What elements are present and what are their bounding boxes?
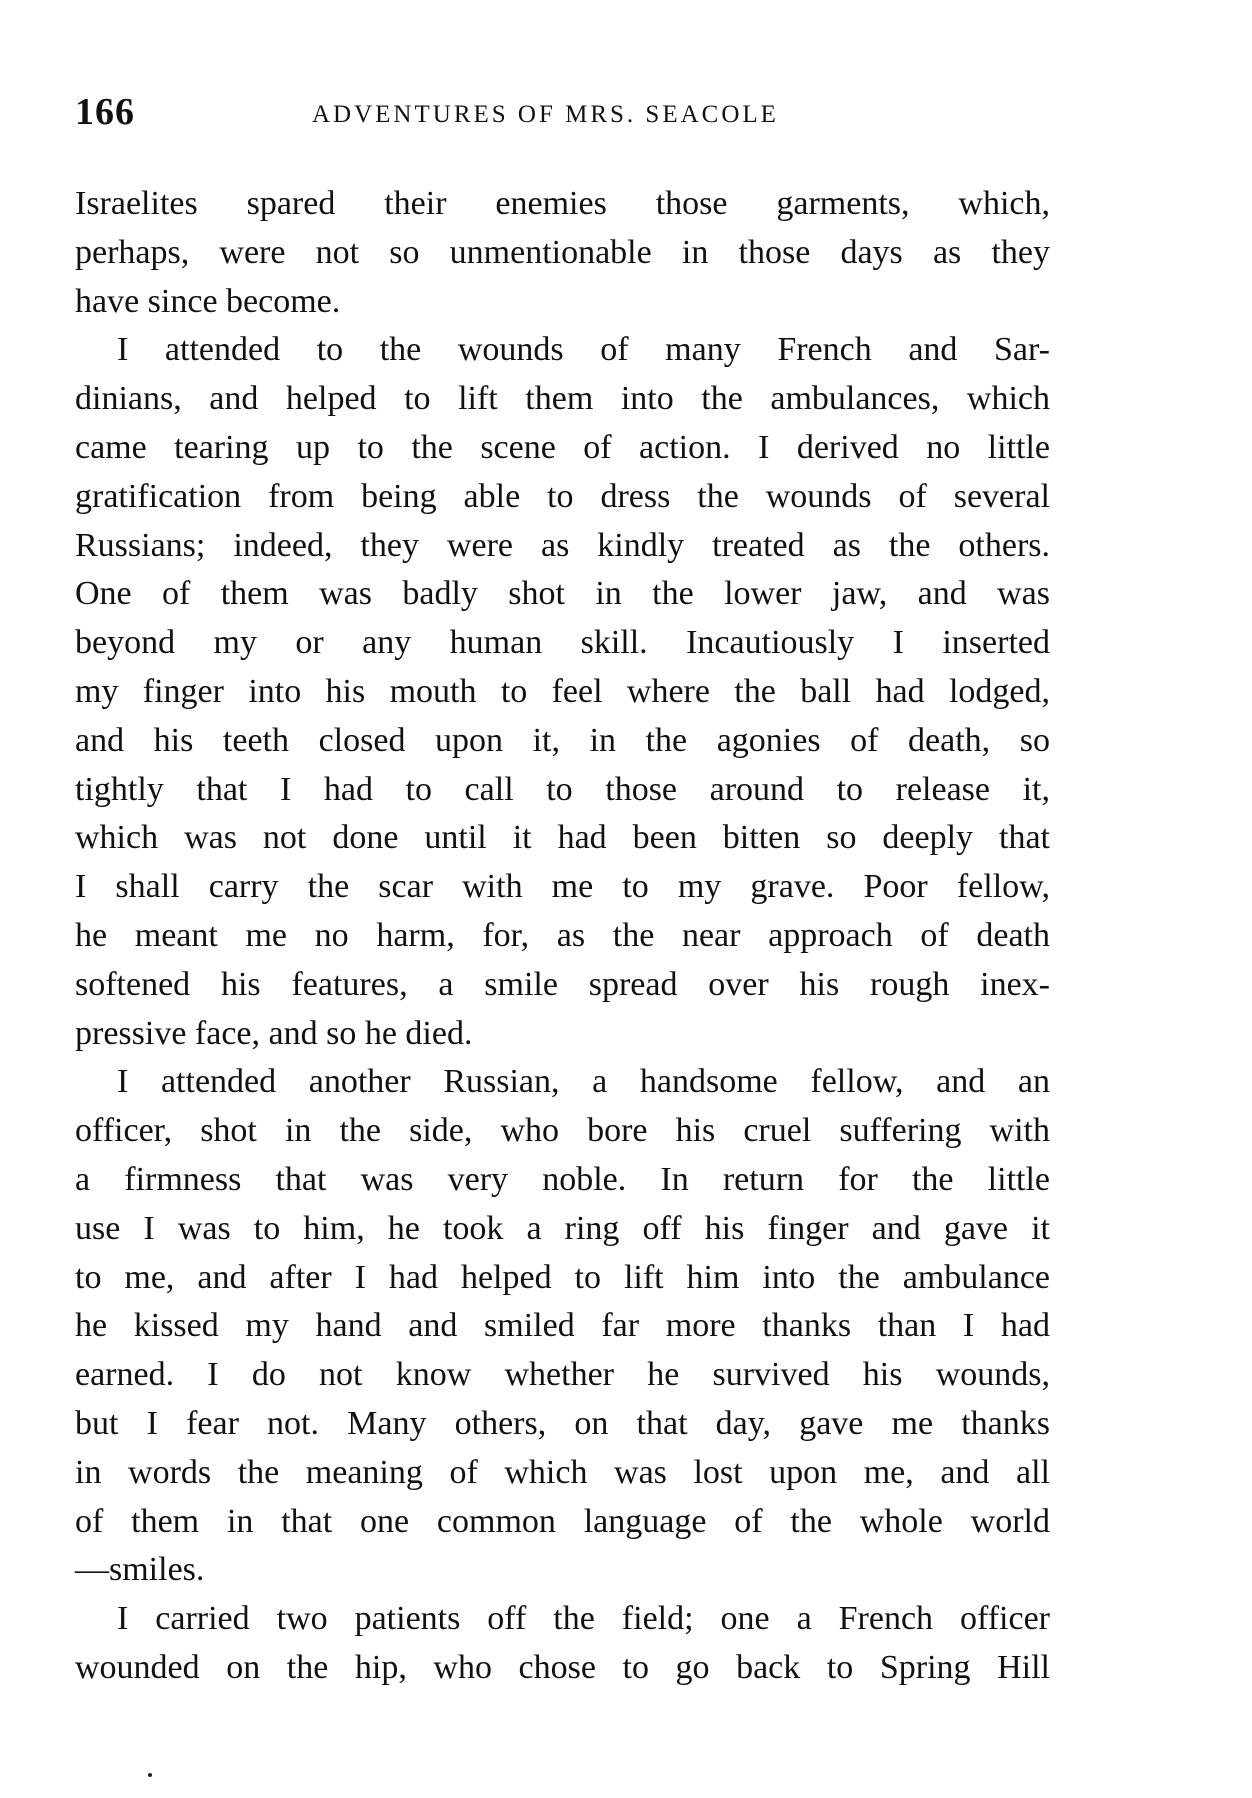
text-line: perhaps, were not so unmentionable in those days as they: [75, 233, 1050, 271]
text-line: —smiles.: [75, 1551, 205, 1589]
text-line: and his teeth closed upon it, in the agonies of death, so: [75, 721, 1050, 759]
text-line: beyond my or any human skill. Incautiously I inserted: [75, 624, 1050, 662]
text-line: which was not done until it had been bitten so deeply that: [75, 819, 1050, 857]
paragraph-start-line: I carried two patients off the field; one a French officer: [117, 1600, 1050, 1638]
paragraph-start-line: I attended another Russian, a handsome fellow, and an: [117, 1063, 1050, 1101]
text-line: Israelites spared their enemies those garments, which,: [75, 185, 1050, 222]
text-line: dinians, and helped to lift them into the ambulances, which: [75, 380, 1050, 418]
text-line: he kissed my hand and smiled far more thanks than I had: [75, 1307, 1050, 1345]
text-line: tightly that I had to call to those around to release it,: [75, 770, 1050, 808]
page-number: 166: [75, 91, 135, 133]
text-line: use I was to him, he took a ring off his finger and gave it: [75, 1209, 1050, 1247]
body-text: [75, 180, 1050, 1693]
text-line: officer, shot in the side, who bore his cruel suffering with: [75, 1112, 1050, 1150]
text-line: Russians; indeed, they were as kindly treated as the others.: [75, 526, 1050, 564]
text-line: pressive face, and so he died.: [75, 1014, 473, 1052]
paragraph-start-line: I attended to the wounds of many French and Sar-: [117, 331, 1050, 369]
text-line: earned. I do not know whether he survived his wounds,: [75, 1356, 1050, 1394]
ink-speck: [148, 1773, 152, 1777]
text-line: I shall carry the scar with me to my grave. Poor fellow,: [75, 868, 1050, 906]
text-line: gratification from being able to dress the wounds of several: [75, 477, 1050, 515]
text-line: One of them was badly shot in the lower jaw, and was: [75, 575, 1050, 613]
text-line: to me, and after I had helped to lift him into the ambulance: [75, 1258, 1050, 1296]
text-line: he meant me no harm, for, as the near approach of death: [75, 916, 1050, 954]
text-line: wounded on the hip, who chose to go back to Spring Hill: [75, 1648, 1050, 1686]
text-line: but I fear not. Many others, on that day, gave me thanks: [75, 1404, 1050, 1442]
text-line: in words the meaning of which was lost upon me, and all: [75, 1453, 1050, 1491]
text-line: a firmness that was very noble. In return for the little: [75, 1160, 1050, 1198]
text-line: of them in that one common language of the whole world: [75, 1502, 1050, 1540]
running-head: ADVENTURES OF MRS. SEACOLE: [312, 101, 779, 128]
text-line: softened his features, a smile spread over his rough inex-: [75, 965, 1050, 1003]
text-line: came tearing up to the scene of action. I derived no little: [75, 428, 1050, 466]
text-line: have since become.: [75, 282, 341, 320]
text-line: my finger into his mouth to feel where the ball had lodged,: [75, 672, 1050, 710]
